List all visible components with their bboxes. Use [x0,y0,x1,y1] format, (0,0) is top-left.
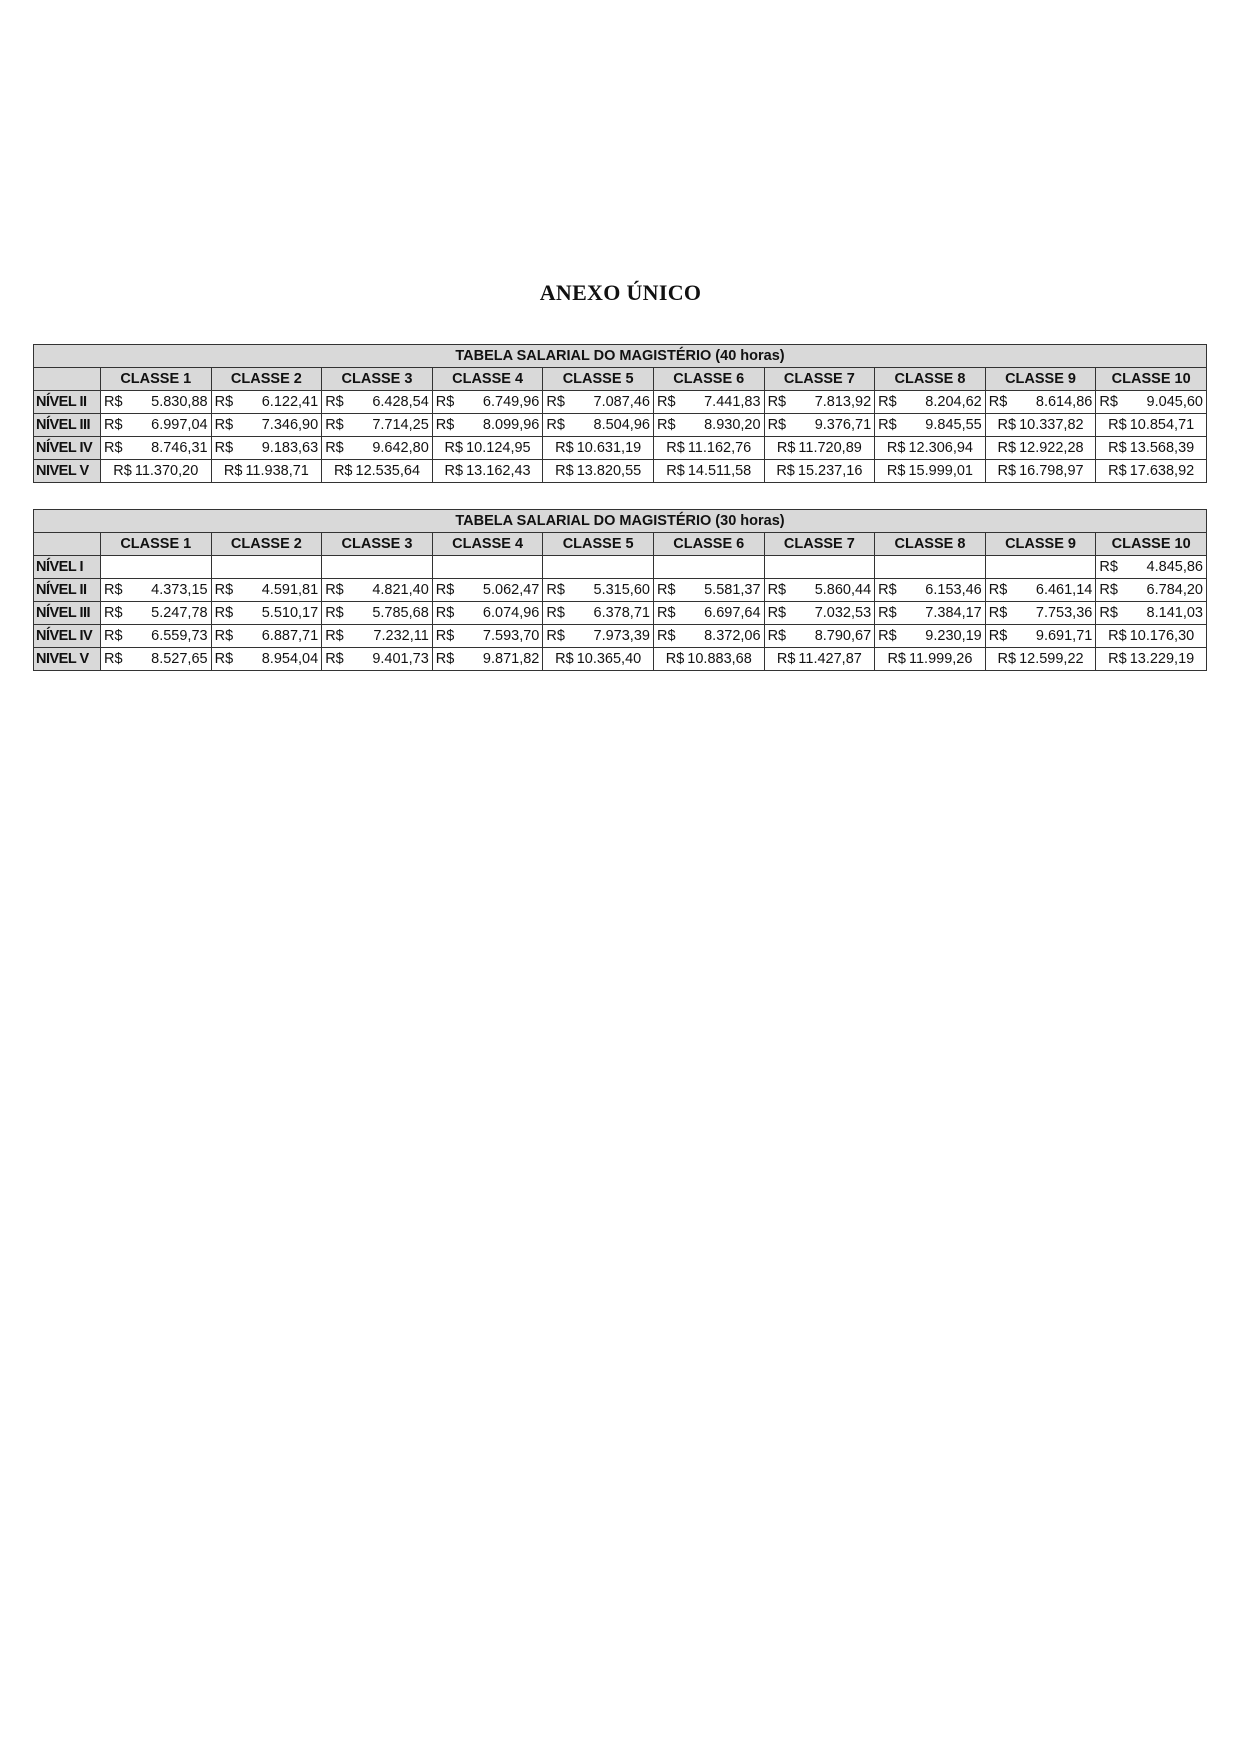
currency-symbol: R$ [325,440,344,456]
salary-cell [101,648,212,671]
currency-symbol: R$ [1099,559,1118,575]
salary-value: 4.373,15 [151,582,208,598]
salary-value: 9.401,73 [372,651,429,667]
salary-cell [653,625,764,648]
salary-value: 13.820,55 [576,463,642,479]
salary-cell [985,579,1096,602]
salary-value: 11.427,87 [798,651,862,667]
salary-value: 8.204,62 [925,394,982,410]
salary-cell [875,625,986,648]
salary-cell [543,460,654,483]
salary-cell [543,579,654,602]
column-header: CLASSE 9 [985,533,1096,556]
salary-cell [1096,648,1207,671]
currency-symbol: R$ [113,463,132,479]
salary-value: 7.714,25 [372,417,429,433]
header-corner-cell [34,533,101,556]
salary-value: 5.830,88 [151,394,208,410]
currency-symbol: R$ [767,605,787,621]
salary-cell [432,625,543,648]
salary-cell [322,460,433,483]
currency-symbol: R$ [546,417,565,433]
currency-symbol: R$ [988,628,1008,644]
salary-cell [432,460,543,483]
salary-value: 4.821,40 [372,582,429,598]
table-row [34,556,1207,579]
column-header: CLASSE 2 [211,368,322,391]
salary-value: 10.337,82 [1019,417,1084,433]
salary-cell [985,556,1096,579]
salary-cell [1096,602,1207,625]
salary-value: 9.230,19 [925,628,982,644]
currency-symbol: R$ [666,440,685,456]
currency-symbol: R$ [325,605,344,621]
currency-symbol: R$ [444,440,464,456]
currency-symbol: R$ [656,417,676,433]
salary-cell [322,414,433,437]
salary-value: 11.370,20 [134,463,199,479]
currency-symbol: R$ [887,651,906,667]
salary-cell [101,579,212,602]
salary-cell [764,414,875,437]
table-title: TABELA SALARIAL DO MAGISTÉRIO (30 horas) [34,510,1207,533]
salary-cell [653,556,764,579]
currency-symbol: R$ [555,440,574,456]
currency-symbol: R$ [878,605,897,621]
salary-value: 4.845,86 [1146,559,1203,575]
salary-value: 12.535,64 [355,463,421,479]
currency-symbol: R$ [325,628,344,644]
salary-value: 7.813,92 [814,394,872,410]
currency-symbol: R$ [767,582,787,598]
column-header: CLASSE 2 [211,533,322,556]
column-header: CLASSE 8 [875,368,986,391]
salary-cell [875,414,986,437]
salary-value: 6.559,73 [151,628,208,644]
currency-symbol: R$ [214,440,234,456]
table-row [34,602,1207,625]
column-header: CLASSE 6 [653,368,764,391]
salary-cell [543,437,654,460]
column-header: CLASSE 4 [432,533,543,556]
salary-table-40h [33,344,1207,483]
salary-cell [211,414,322,437]
currency-symbol: R$ [988,394,1008,410]
salary-cell [543,391,654,414]
salary-value: 7.346,90 [261,417,319,433]
salary-cell [543,602,654,625]
table-row [34,437,1207,460]
salary-value: 6.378,71 [593,605,650,621]
salary-value: 10.365,40 [576,651,642,667]
currency-symbol: R$ [1108,463,1127,479]
table-row [34,579,1207,602]
salary-value: 7.232,11 [373,628,429,644]
currency-symbol: R$ [886,440,906,456]
salary-cell [322,556,433,579]
salary-value: 6.997,04 [151,417,208,433]
currency-symbol: R$ [1108,651,1127,667]
salary-cell [875,556,986,579]
salary-cell [1096,460,1207,483]
salary-value: 8.790,67 [814,628,872,644]
table-title: TABELA SALARIAL DO MAGISTÉRIO (40 horas) [34,345,1207,368]
salary-value: 8.372,06 [704,628,761,644]
column-header: CLASSE 3 [322,368,433,391]
salary-cell [653,648,764,671]
salary-value: 8.527,65 [151,651,208,667]
salary-value: 13.162,43 [466,463,531,479]
salary-cell [543,414,654,437]
row-label: NÍVEL I [34,556,101,579]
salary-cell [543,625,654,648]
salary-cell [875,648,986,671]
salary-cell [985,391,1096,414]
currency-symbol: R$ [444,463,464,479]
salary-value: 4.591,81 [261,582,319,598]
salary-cell [432,556,543,579]
salary-value: 11.162,76 [687,440,752,456]
currency-symbol: R$ [104,651,123,667]
table-row [34,391,1207,414]
row-label: NÍVEL II [34,391,101,414]
salary-cell [211,437,322,460]
currency-symbol: R$ [435,651,455,667]
currency-symbol: R$ [214,628,234,644]
salary-value: 8.141,03 [1146,605,1203,621]
salary-cell [211,625,322,648]
salary-cell [211,579,322,602]
salary-cell [432,602,543,625]
salary-value: 6.749,96 [482,394,540,410]
currency-symbol: R$ [776,463,795,479]
salary-value: 6.122,41 [261,394,319,410]
currency-symbol: R$ [104,628,123,644]
column-header: CLASSE 5 [543,368,654,391]
salary-cell [1096,414,1207,437]
table-row [34,625,1207,648]
salary-value: 12.306,94 [908,440,973,456]
currency-symbol: R$ [546,394,565,410]
salary-value: 10.124,95 [466,440,531,456]
currency-symbol: R$ [767,628,787,644]
salary-value: 11.720,89 [798,440,862,456]
row-label: NÍVEL IV [34,437,101,460]
salary-value: 9.642,80 [372,440,429,456]
salary-value: 6.461,14 [1035,582,1093,598]
salary-cell [322,437,433,460]
salary-value: 7.087,46 [593,394,650,410]
salary-value: 12.922,28 [1019,440,1084,456]
column-header: CLASSE 1 [101,533,212,556]
currency-symbol: R$ [1108,417,1127,433]
salary-cell [1096,579,1207,602]
salary-cell [764,579,875,602]
table-row [34,648,1207,671]
salary-value: 10.631,19 [576,440,642,456]
salary-cell [211,602,322,625]
currency-symbol: R$ [656,394,676,410]
row-label: NIVEL V [34,460,101,483]
salary-value: 8.954,04 [261,651,319,667]
salary-value: 8.099,96 [482,417,540,433]
currency-symbol: R$ [546,605,565,621]
salary-value: 6.887,71 [261,628,319,644]
currency-symbol: R$ [997,463,1017,479]
salary-value: 8.504,96 [593,417,650,433]
salary-value: 13.568,39 [1129,440,1195,456]
currency-symbol: R$ [214,651,234,667]
salary-value: 9.871,82 [482,651,540,667]
currency-symbol: R$ [325,394,344,410]
column-header: CLASSE 10 [1096,533,1207,556]
currency-symbol: R$ [666,463,685,479]
column-header: CLASSE 8 [875,533,986,556]
salary-value: 12.599,22 [1019,651,1084,667]
currency-symbol: R$ [997,651,1017,667]
salary-value: 5.860,44 [814,582,872,598]
salary-cell [875,579,986,602]
salary-cell [211,391,322,414]
currency-symbol: R$ [656,582,676,598]
salary-cell [322,391,433,414]
currency-symbol: R$ [104,394,123,410]
currency-symbol: R$ [555,463,574,479]
table-row [34,414,1207,437]
salary-value: 6.784,20 [1146,582,1203,598]
column-header: CLASSE 7 [764,368,875,391]
currency-symbol: R$ [435,417,455,433]
currency-symbol: R$ [435,394,455,410]
row-label: NÍVEL III [34,414,101,437]
row-label: NIVEL V [34,648,101,671]
currency-symbol: R$ [435,628,455,644]
salary-value: 10.883,68 [687,651,752,667]
currency-symbol: R$ [104,605,123,621]
salary-cell [653,579,764,602]
column-header: CLASSE 6 [653,533,764,556]
column-header: CLASSE 5 [543,533,654,556]
salary-value: 7.593,70 [482,628,540,644]
currency-symbol: R$ [886,463,906,479]
row-label: NÍVEL IV [34,625,101,648]
salary-value: 10.176,30 [1129,628,1195,644]
salary-value: 5.315,60 [593,582,650,598]
currency-symbol: R$ [546,582,565,598]
currency-symbol: R$ [223,463,243,479]
currency-symbol: R$ [325,651,344,667]
salary-cell [875,391,986,414]
currency-symbol: R$ [214,605,234,621]
salary-cell [101,602,212,625]
salary-cell [653,437,764,460]
row-label: NÍVEL II [34,579,101,602]
salary-cell [432,391,543,414]
salary-value: 5.062,47 [482,582,540,598]
currency-symbol: R$ [1108,628,1127,644]
currency-symbol: R$ [555,651,574,667]
salary-value: 7.973,39 [593,628,650,644]
salary-cell [875,602,986,625]
salary-cell [764,460,875,483]
salary-cell [764,556,875,579]
currency-symbol: R$ [1099,582,1118,598]
currency-symbol: R$ [435,605,455,621]
salary-cell [653,414,764,437]
salary-value: 7.384,17 [925,605,982,621]
row-label: NÍVEL III [34,602,101,625]
salary-cell [432,414,543,437]
currency-symbol: R$ [997,417,1017,433]
salary-cell [211,648,322,671]
currency-symbol: R$ [656,605,676,621]
salary-cell [543,556,654,579]
salary-cell [1096,625,1207,648]
salary-value: 9.045,60 [1146,394,1203,410]
currency-symbol: R$ [776,651,796,667]
salary-value: 14.511,58 [687,463,752,479]
currency-symbol: R$ [104,417,123,433]
salary-table-30h [33,509,1207,671]
salary-value: 15.237,16 [797,463,863,479]
salary-value: 6.697,64 [704,605,761,621]
column-header: CLASSE 9 [985,368,1096,391]
currency-symbol: R$ [214,582,234,598]
currency-symbol: R$ [325,417,344,433]
salary-cell [211,460,322,483]
salary-cell [985,460,1096,483]
salary-value: 7.753,36 [1035,605,1093,621]
table-row [34,460,1207,483]
salary-value: 6.074,96 [482,605,540,621]
salary-value: 10.854,71 [1129,417,1195,433]
salary-cell [985,602,1096,625]
currency-symbol: R$ [104,582,123,598]
salary-cell [101,556,212,579]
salary-cell [101,625,212,648]
currency-symbol: R$ [988,605,1008,621]
salary-value: 6.428,54 [372,394,429,410]
salary-cell [432,437,543,460]
salary-cell [322,625,433,648]
salary-cell [211,556,322,579]
currency-symbol: R$ [325,582,344,598]
salary-value: 13.229,19 [1129,651,1195,667]
document-title: ANEXO ÚNICO [539,280,702,305]
salary-value: 16.798,97 [1019,463,1084,479]
salary-cell [764,391,875,414]
salary-cell [322,648,433,671]
currency-symbol: R$ [776,440,796,456]
salary-cell [985,414,1096,437]
salary-cell [432,579,543,602]
currency-symbol: R$ [1108,440,1127,456]
currency-symbol: R$ [878,582,897,598]
currency-symbol: R$ [104,440,123,456]
salary-cell [101,414,212,437]
salary-cell [653,602,764,625]
currency-symbol: R$ [214,394,234,410]
salary-value: 11.999,26 [909,651,973,667]
currency-symbol: R$ [767,394,787,410]
salary-value: 7.441,83 [704,394,761,410]
salary-value: 5.581,37 [704,582,761,598]
currency-symbol: R$ [1099,394,1118,410]
salary-cell [985,625,1096,648]
currency-symbol: R$ [988,582,1008,598]
currency-symbol: R$ [333,463,353,479]
salary-cell [101,460,212,483]
column-header: CLASSE 1 [101,368,212,391]
salary-cell [1096,556,1207,579]
salary-cell [1096,437,1207,460]
salary-cell [322,602,433,625]
salary-cell [764,602,875,625]
salary-cell [764,648,875,671]
salary-value: 8.930,20 [704,417,761,433]
currency-symbol: R$ [767,417,787,433]
salary-value: 7.032,53 [814,605,872,621]
salary-value: 9.376,71 [814,417,872,433]
currency-symbol: R$ [214,417,234,433]
salary-cell [764,625,875,648]
salary-value: 6.153,46 [925,582,982,598]
column-header: CLASSE 7 [764,533,875,556]
column-header: CLASSE 10 [1096,368,1207,391]
salary-value: 9.845,55 [925,417,982,433]
currency-symbol: R$ [1099,605,1118,621]
column-header: CLASSE 4 [432,368,543,391]
currency-symbol: R$ [878,394,897,410]
salary-value: 5.785,68 [372,605,429,621]
currency-symbol: R$ [656,628,676,644]
salary-value: 5.510,17 [261,605,319,621]
salary-value: 5.247,78 [151,605,208,621]
salary-cell [653,460,764,483]
salary-value: 8.746,31 [151,440,208,456]
salary-cell [985,437,1096,460]
salary-cell [653,391,764,414]
salary-cell [875,460,986,483]
currency-symbol: R$ [435,582,455,598]
salary-cell [875,437,986,460]
salary-cell [322,579,433,602]
salary-cell [432,648,543,671]
currency-symbol: R$ [546,628,565,644]
salary-value: 11.938,71 [245,463,309,479]
currency-symbol: R$ [878,628,897,644]
salary-cell [764,437,875,460]
salary-value: 8.614,86 [1035,394,1093,410]
salary-cell [1096,391,1207,414]
column-header: CLASSE 3 [322,533,433,556]
salary-value: 15.999,01 [908,463,973,479]
salary-cell [985,648,1096,671]
salary-cell [101,437,212,460]
currency-symbol: R$ [878,417,897,433]
salary-value: 9.691,71 [1035,628,1093,644]
salary-cell [543,648,654,671]
salary-value: 17.638,92 [1129,463,1195,479]
salary-value: 9.183,63 [261,440,319,456]
salary-cell [101,391,212,414]
currency-symbol: R$ [997,440,1017,456]
header-corner-cell [34,368,101,391]
currency-symbol: R$ [665,651,685,667]
